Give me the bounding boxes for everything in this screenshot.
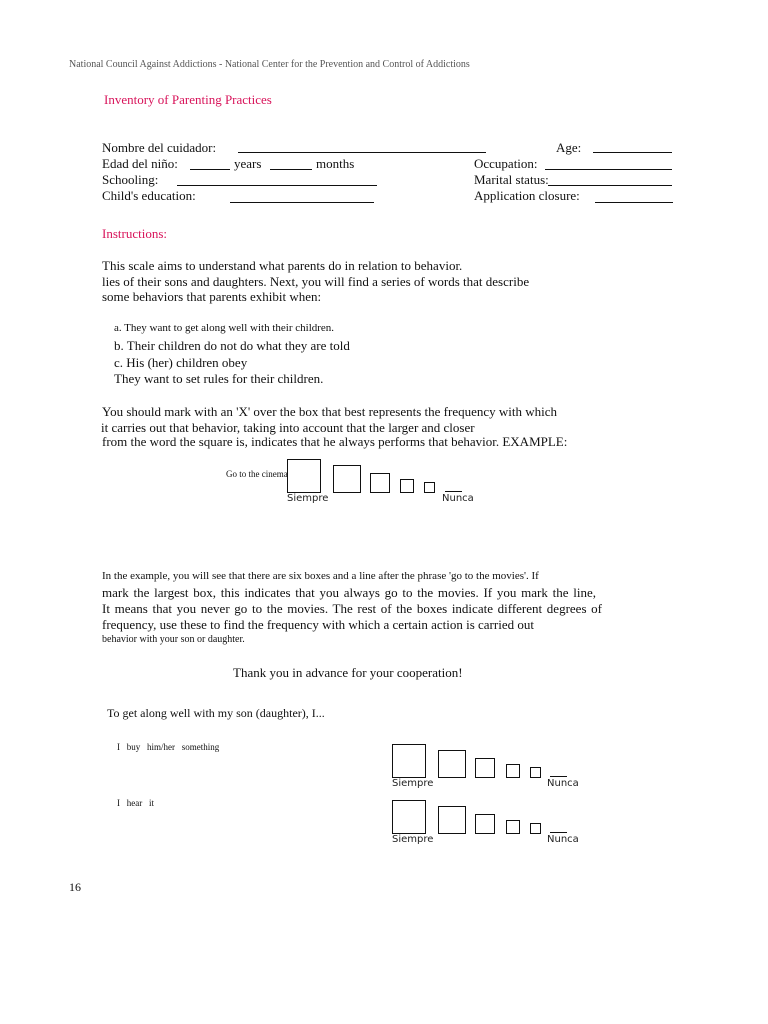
example-box-4[interactable]: [400, 479, 414, 493]
age-label: Age:: [556, 140, 582, 155]
marital-status-line[interactable]: [548, 185, 672, 186]
item1-box-5[interactable]: [530, 767, 541, 778]
caregiver-name-line[interactable]: [238, 152, 486, 153]
thanks-text: Thank you in advance for your cooperation!: [233, 665, 463, 680]
child-age-months-line[interactable]: [270, 169, 312, 170]
list-item-d: They want to set rules for their children.: [114, 371, 324, 386]
item2-always-label: Siempre: [392, 834, 434, 845]
explain-line-2: mark the largest box, this indicates that you always go to the movies. If you mark the line,: [102, 585, 596, 600]
example-box-1[interactable]: [287, 459, 321, 493]
intro-line-3: some behaviors that parents exhibit when:: [102, 289, 322, 304]
explain-line-3: It means that you never go to the movies. The rest of the boxes indicate different degrees of: [102, 601, 602, 616]
item2-box-3[interactable]: [475, 814, 495, 834]
item1-box-3[interactable]: [475, 758, 495, 778]
item1-box-2[interactable]: [438, 750, 466, 778]
page-number: 16: [69, 880, 81, 894]
page-header: National Council Against Addictions - National Center for the Prevention and Control of Addictions: [69, 59, 470, 70]
instructions-heading: Instructions:: [102, 226, 167, 241]
application-closure-line[interactable]: [595, 202, 673, 203]
intro-line-2: lies of their sons and daughters. Next, you will find a series of words that describe: [102, 274, 530, 289]
item1-box-4[interactable]: [506, 764, 520, 778]
mark-line-2: it carries out that behavior, taking into account that the larger and closer: [101, 420, 475, 435]
child-education-line[interactable]: [230, 202, 374, 203]
item2-box-5[interactable]: [530, 823, 541, 834]
list-item-b: b. Their children do not do what they are told: [114, 338, 350, 353]
caregiver-name-label: Nombre del cuidador:: [102, 140, 217, 155]
example-label: Go to the cinema: [226, 469, 288, 479]
example-always-label: Siempre: [287, 493, 329, 504]
occupation-label: Occupation:: [474, 156, 538, 171]
item2-box-1[interactable]: [392, 800, 426, 834]
item2-box-2[interactable]: [438, 806, 466, 834]
child-age-label: Edad del niño:: [102, 156, 178, 171]
item-hear-it: I hear it: [117, 798, 154, 808]
example-never-line[interactable]: [445, 491, 462, 492]
explain-line-1: In the example, you will see that there are six boxes and a line after the phrase 'go to the movies'. If: [102, 570, 539, 582]
schooling-line[interactable]: [177, 185, 377, 186]
item2-never-line[interactable]: [550, 832, 567, 833]
item-buy-something: I buy him/her something: [117, 742, 220, 752]
age-line[interactable]: [593, 152, 672, 153]
example-box-3[interactable]: [370, 473, 390, 493]
list-item-c: c. His (her) children obey: [114, 355, 248, 370]
schooling-label: Schooling:: [102, 172, 159, 187]
application-closure-label: Application closure:: [474, 188, 580, 203]
marital-status-label: Marital status:: [474, 172, 549, 187]
example-box-2[interactable]: [333, 465, 361, 493]
months-label: months: [316, 156, 355, 171]
list-item-a: a. They want to get along well with their children.: [114, 322, 335, 334]
child-education-label: Child's education:: [102, 188, 196, 203]
occupation-line[interactable]: [545, 169, 672, 170]
form-title: Inventory of Parenting Practices: [104, 92, 272, 107]
child-age-years-line[interactable]: [190, 169, 230, 170]
years-label: years: [234, 156, 262, 171]
intro-line-1: This scale aims to understand what parents do in relation to behavior.: [102, 258, 463, 273]
item1-always-label: Siempre: [392, 778, 434, 789]
item1-never-line[interactable]: [550, 776, 567, 777]
example-never-label: Nunca: [442, 493, 474, 504]
item2-box-4[interactable]: [506, 820, 520, 834]
item1-box-1[interactable]: [392, 744, 426, 778]
item2-never-label: Nunca: [547, 834, 579, 845]
explain-line-4: frequency, use these to find the frequency with which a certain action is carried out: [102, 617, 534, 632]
explain-line-5: behavior with your son or daughter.: [102, 634, 245, 645]
mark-line-1: You should mark with an 'X' over the box that best represents the frequency with which: [102, 404, 558, 419]
item1-never-label: Nunca: [547, 778, 579, 789]
example-box-5[interactable]: [424, 482, 435, 493]
mark-line-3: from the word the square is, indicates that he always performs that behavior. EXAMPLE:: [102, 434, 568, 449]
section-heading: To get along well with my son (daughter), I...: [107, 706, 325, 720]
